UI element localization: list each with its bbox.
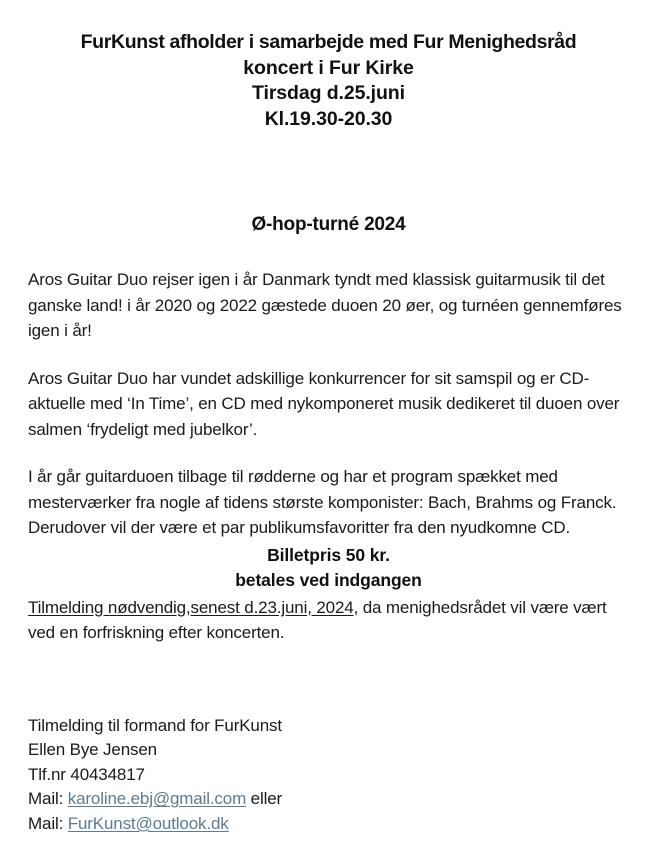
payment-note-line: betales ved indgangen [235, 569, 422, 590]
email-link-secondary[interactable]: FurKunst@outlook.dk [67, 813, 229, 833]
signup-note [28, 595, 629, 646]
tour-heading: Ø-hop-turné 2024 [251, 214, 406, 235]
mail-label-2: Mail: [28, 813, 68, 833]
email-link-primary[interactable]: karoline.ebj@gmail.com [67, 789, 247, 808]
title-line-2: koncert i Fur Kirke [243, 56, 414, 79]
signup-deadline: Tilmelding nødvendig,senest d.23.juni, 2024, [28, 597, 359, 617]
contact-intro: Tilmelding til formand for FurKunst [28, 715, 282, 735]
title-line-1: FurKunst afholder i samarbejde med Fur Menighedsråd [80, 31, 577, 53]
price-block [28, 543, 629, 593]
contact-name: Ellen Bye Jensen [28, 740, 157, 759]
signup-note-rest: da menighedsrådet vil være vært ved en forfriskning efter koncerten. [28, 597, 607, 642]
body-paragraph-2: Aros Guitar Duo har vundet adskillige konkurrencer for sit samspil og er CD-aktuelle med ‘In Time’, en CD med nykomponeret musik dedikeret til duoen over salmen ‘frydeligt med jubelkor’. [28, 368, 620, 439]
contact-mail-row-1 [28, 787, 629, 812]
mail-label-1: Mail: [28, 789, 68, 808]
ticket-price-line: Billetpris 50 kr. [267, 544, 390, 565]
title-line-4: Kl.19.30-20.30 [264, 107, 393, 130]
title-line-3: Tirsdag d.25.juni [252, 82, 405, 104]
body-block [28, 267, 629, 541]
mail-conjunction: eller [246, 789, 283, 808]
body-paragraph-1: Aros Guitar Duo rejser igen i år Danmark tyndt med klassisk guitarmusik til det ganske land! i år 2020 og 2022 gæstede duoen 20 øer, og turnéen gennemføres igen i år! [28, 270, 622, 340]
body-paragraph-3: I år går guitarduoen tilbage til rødderne og har et program spækket med mesterværker fra nogle af tidens største komponister: Bach, Brahms og Franck. Derudover vil der være et par publikumsfavoritter fra den nyudkomne CD. [28, 467, 617, 537]
contact-mail-row-2 [28, 812, 629, 837]
poster-title-block [28, 0, 629, 132]
contact-phone: Tlf.nr 40434817 [28, 764, 145, 784]
contact-block [28, 714, 629, 837]
